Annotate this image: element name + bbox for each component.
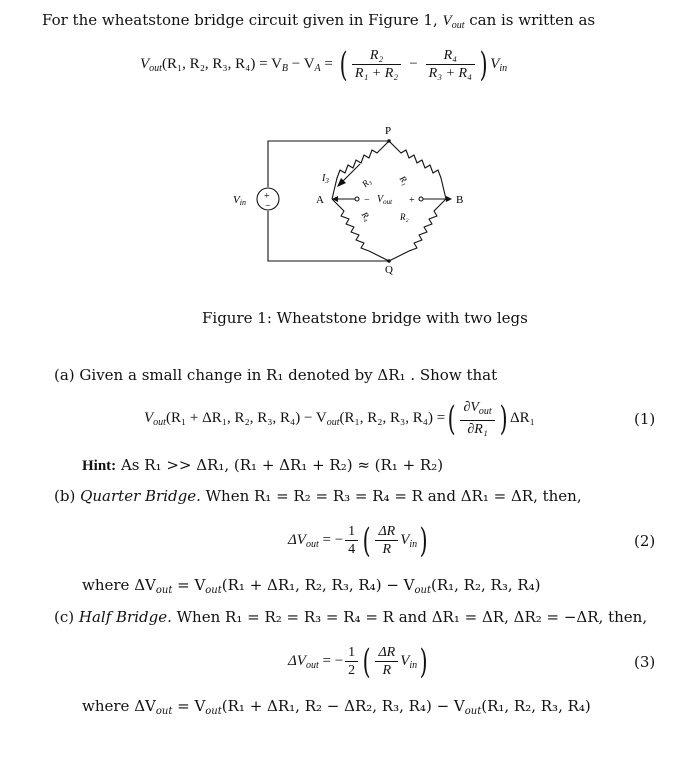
label-vout-plus: + [409,195,415,206]
resistor-r3 [332,141,389,199]
label-vout: $V_{out}$ [377,194,393,206]
equation-number-2: (2) [634,532,656,550]
wire-bottom [268,211,389,261]
label-b: B [456,194,464,206]
hint-line: Hint: As R₁ >> ΔR₁, (R₁ + ΔR₁ + R₂) ≈ (R₁ + R₂) [82,456,444,474]
main-equation: $V_{out}(R_1$, R₂, R₃, $R_4) = V_B - V_A$ = ( $\frac{\text{R₂}}{\text{R₁ + R₂}}$ − $\frac{\text{R₄}}{\text{R₃ + R₄}}$ ) $V_{in}$ [140,44,508,85]
resistor-r1 [389,141,446,199]
label-r2: R₂ [400,212,409,222]
part-a-equation: $V_{out}(R_1 + \Delta R_1$, R₂, R₃, $R_4) - V_{out}(R_1$, R₂, R₃, R₄) =( $\frac{\partial V_{out}}{\text{∂R₁}}$ ) ΔR₁ [144,398,535,439]
part-b-equation: $\Delta V_{out}$ = − $\frac{1}{4}$ ( $\frac{\Delta R}{R}$ $V_{in}$) [288,520,428,561]
label-a: A [316,194,324,206]
intro-line [42,11,595,35]
label-r4: R₄ [359,209,373,223]
part-c-equation: $\Delta V_{out}$ = − $\frac{1}{2}$ ( $\frac{\Delta R}{R}$ $V_{in}$) [288,641,428,682]
label-q: Q [385,264,393,276]
intro-vout: $V_{out}$ [442,13,465,31]
figure-caption: Figure 1: Wheatstone bridge with two legs [202,309,528,327]
part-c-text: (c) Half Bridge. When R₁ = R₂ = R₃ = R₄ = R and ΔR₁ = ΔR, ΔR₂ = −ΔR, then, [54,608,648,626]
label-r3: R₃ [359,175,374,190]
vout-terminal-left [355,197,359,201]
label-p: P [385,125,392,137]
partial-derivative: $\frac{\partial V_{out}}{\text{∂R₁}}$ [460,400,494,438]
node-b-arrow [446,196,452,202]
part-b-text: (b) Quarter Bridge. When R₁ = R₂ = R₃ = R₄ = R and ΔR₁ = ΔR, then, [54,487,582,505]
label-vin: Vin [233,194,246,207]
label-vout-minus: − [364,195,370,206]
label-i3: $I_3$ [322,173,329,185]
equation-number-3: (3) [634,653,656,671]
vout-terminal-right [419,197,423,201]
resistor-r4 [332,199,389,261]
fraction-r4: $\frac{\text{R₄}}{\text{R₃ + R₄}}$ [426,48,475,82]
label-src-minus: − [265,201,271,212]
node-q [387,259,391,263]
intro-text-end: can is written as [464,11,596,29]
label-r1: R₁ [397,173,411,187]
node-p [387,139,391,143]
part-a-text: (a) Given a small change in R₁ denoted by ΔR₁ . Show that [54,366,498,384]
intro-text: For the wheatstone bridge circuit given in Figure 1, [42,11,443,29]
fraction-r2: $\frac{\text{R₂}}{\text{R₁ + R₂}}$ [352,48,401,82]
label-src-plus: + [264,191,270,202]
part-c-where: where $\Delta V_{out} = V_{out}(R_1 + \Delta R_1$, R₂ − ΔR₂, R₃, $R_4) - V_{out}(R_1$, R₂, R₃, R₄) [82,697,591,717]
equation-number-1: (1) [634,410,656,428]
part-b-where: where $\Delta V_{out} = V_{out}(R_1 + \Delta R_1$, R₂, R₃, $R_4) - V_{out}(R_1$, R₂, R₃, R₄) [82,576,541,596]
resistor-r2 [389,199,446,261]
